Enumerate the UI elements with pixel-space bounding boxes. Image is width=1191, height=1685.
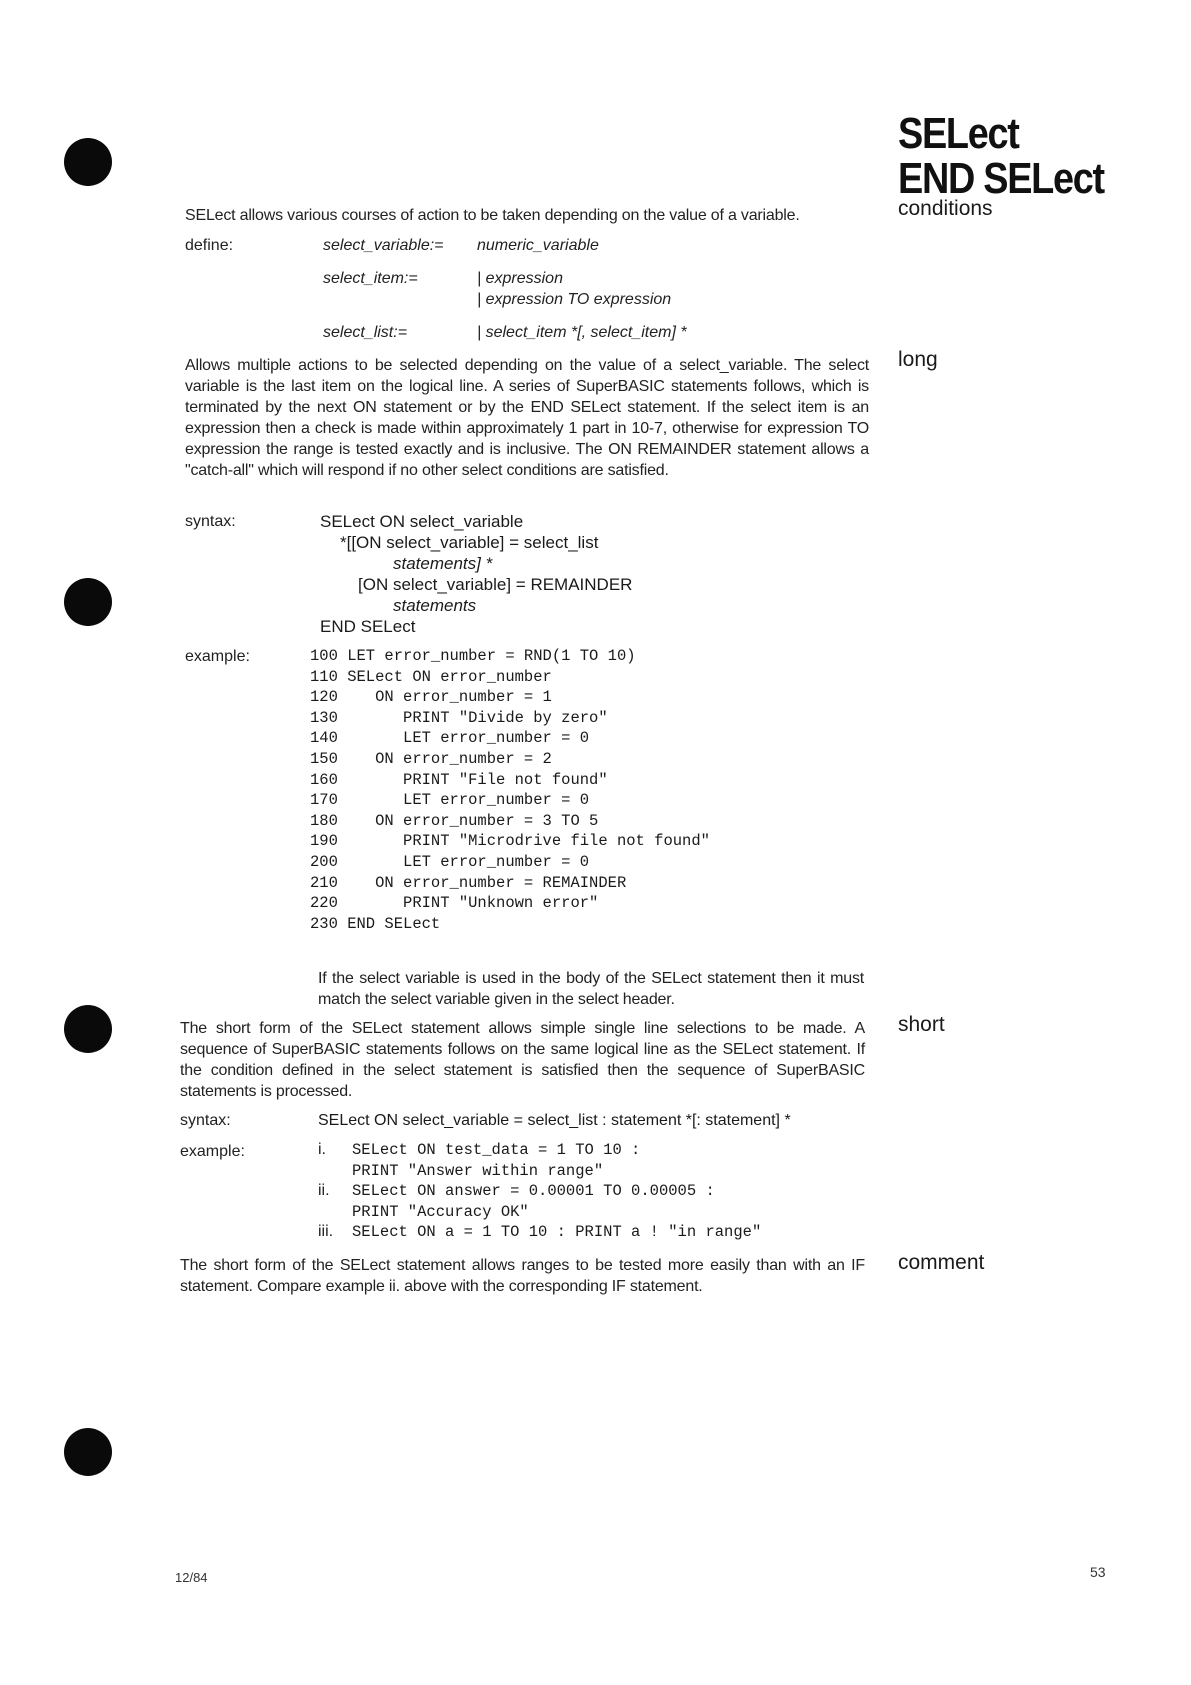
- syntax-short-line: SELect ON select_variable = select_list : statement *[: statement] *: [318, 1112, 791, 1129]
- long-description: Allows multiple actions to be selected depending on the value of a select_variable. The select variable is the last item on the logical line. A series of SuperBASIC statements follows, which is terminated by the next ON statement or by the END SELect statement. If the select item is an expression then a check is made within approximately 1 part in 10-7, otherwise for expression TO expression the range is tested exactly and is inclusive. The ON REMAINDER statement allows a "catch-all" which will respond if no other select conditions are satisfied.: [185, 357, 869, 479]
- short-example-line: SELect ON a = 1 TO 10 : PRINT a ! "in range": [352, 1223, 762, 1241]
- short-example-line-cont: PRINT "Accuracy OK": [352, 1203, 529, 1221]
- code-line: 220 PRINT "Unknown error": [310, 894, 599, 913]
- binder-hole-2: [64, 578, 112, 626]
- example-label-short: example:: [180, 1143, 245, 1160]
- binder-hole-4: [64, 1428, 112, 1476]
- page-title-end-select: END SELect: [898, 154, 1104, 203]
- code-line: 190 PRINT "Microdrive file not found": [310, 832, 710, 851]
- footer-date: 12/84: [175, 1570, 208, 1585]
- syntax-label-short: syntax:: [180, 1112, 231, 1129]
- side-label-long: long: [898, 348, 938, 371]
- binder-hole-3: [64, 1005, 112, 1053]
- binder-hole-1: [64, 138, 112, 186]
- syntax-long-line5: statements: [393, 596, 477, 615]
- def-select-variable-rhs: numeric_variable: [477, 237, 599, 254]
- example-label-long: example:: [185, 648, 250, 665]
- short-example-line: SELect ON test_data = 1 TO 10 :: [352, 1141, 641, 1159]
- def-select-list-rhs: | select_item *[, select_item] *: [477, 324, 687, 341]
- define-label: define:: [185, 237, 234, 254]
- short-example-number: iii.: [318, 1223, 334, 1240]
- code-line: 210 ON error_number = REMAINDER: [310, 873, 627, 892]
- code-line: 180 ON error_number = 3 TO 5: [310, 811, 599, 830]
- def-select-list-lhs: select_list:=: [323, 324, 408, 341]
- short-example-number: i.: [318, 1141, 326, 1158]
- def-select-variable-lhs: select_variable:=: [323, 237, 444, 254]
- syntax-long-line3: statements] *: [393, 554, 493, 573]
- def-select-item-lhs: select_item:=: [323, 270, 418, 287]
- code-line: 100 LET error_number = RND(1 TO 10): [310, 647, 636, 665]
- code-line: 110 SELect ON error_number: [310, 667, 552, 686]
- syntax-long-line2: *[[ON select_variable] = select_list: [340, 533, 599, 552]
- syntax-label-long: syntax:: [185, 513, 236, 530]
- page-title-select: SELect: [898, 109, 1019, 158]
- syntax-long-line6: END SELect: [320, 617, 416, 636]
- short-example-line-cont: PRINT "Answer within range": [352, 1162, 604, 1180]
- side-label-conditions: conditions: [898, 197, 993, 220]
- syntax-long-line4: [ON select_variable] = REMAINDER: [358, 575, 633, 594]
- code-line: 230 END SELect: [310, 914, 441, 933]
- code-line: 200 LET error_number = 0: [310, 853, 590, 871]
- code-line: 160 PRINT "File not found": [310, 770, 608, 789]
- syntax-long-line1: SELect ON select_variable: [320, 512, 524, 531]
- code-line: 140 LET error_number = 0: [310, 729, 590, 748]
- intro-text: SELect allows various courses of action to be taken depending on the value of a variable.: [185, 207, 800, 224]
- def-select-item-rhs1: | expression: [477, 270, 563, 287]
- short-example-number: ii.: [318, 1182, 330, 1199]
- side-label-short: short: [898, 1013, 945, 1036]
- code-line: 120 ON error_number = 1: [310, 688, 552, 707]
- short-description: The short form of the SELect statement allows simple single line selections to be made. A sequence of SuperBASIC statements follows on the same logical line as the SELect statement. If the condition defined in the select statement is satisfied then the sequence of SuperBASIC statements is processed.: [180, 1020, 865, 1100]
- note-text: If the select variable is used in the body of the SELect statement then it must match the select variable given in the select header.: [318, 970, 864, 1008]
- side-label-comment: comment: [898, 1251, 985, 1274]
- footer-page-number: 53: [1090, 1564, 1106, 1580]
- code-line: 130 PRINT "Divide by zero": [310, 708, 608, 727]
- def-select-item-rhs2: | expression TO expression: [477, 291, 672, 308]
- code-line: 170 LET error_number = 0: [310, 791, 590, 810]
- short-example-line: SELect ON answer = 0.00001 TO 0.00005 :: [352, 1182, 715, 1200]
- comment-text: The short form of the SELect statement allows ranges to be tested more easily than with an IF statement. Compare example ii. above with the corresponding IF statement.: [180, 1257, 865, 1295]
- code-line: 150 ON error_number = 2: [310, 750, 552, 768]
